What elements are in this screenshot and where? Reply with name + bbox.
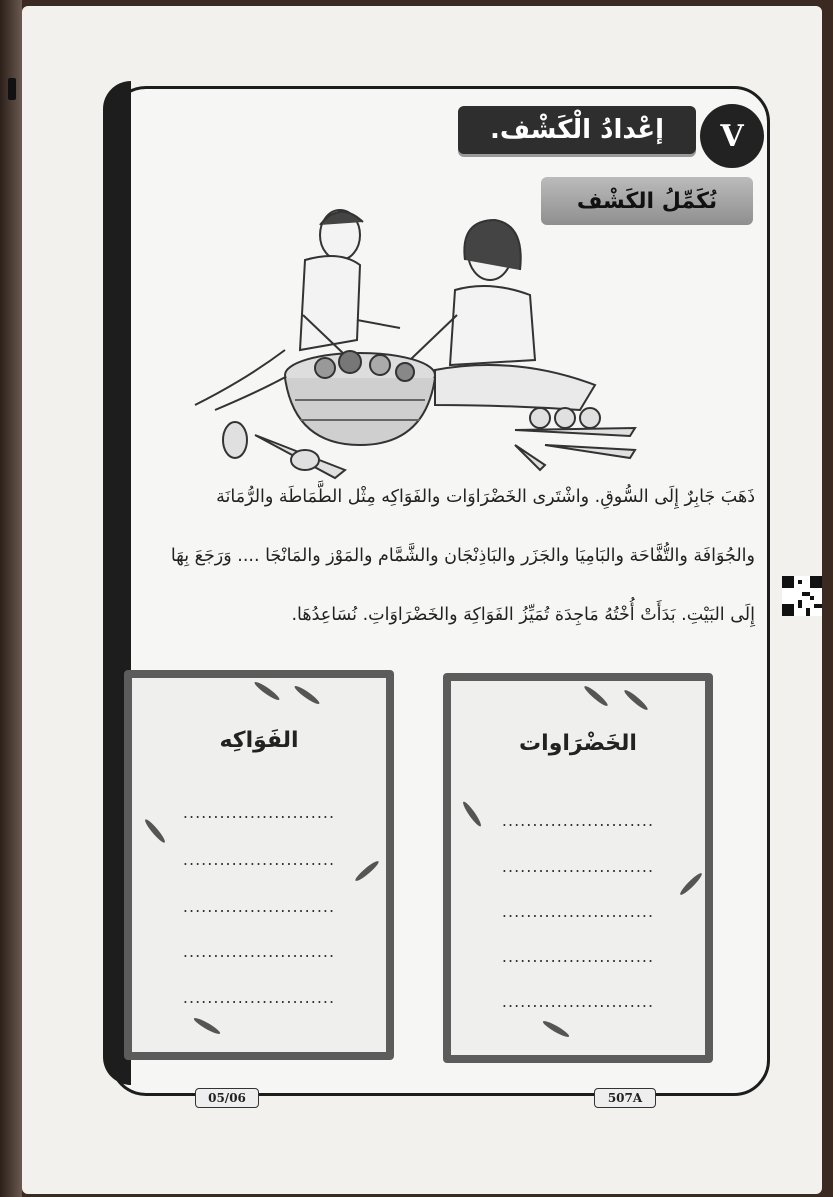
vegetables-panel [443, 673, 713, 1063]
bamboo-leaf-decoration [542, 1019, 571, 1039]
bamboo-leaf-decoration [193, 1016, 222, 1036]
footer-page-code: 05/06 [195, 1088, 259, 1108]
bamboo-leaf-decoration [293, 684, 321, 706]
background-edge [0, 0, 22, 1197]
story-line-3: إِلَى البَيْتِ. بَدَأَتْ أُخْتُهُ مَاجِدَة تُمَيِّزُ الفَوَاكِهَ والخَضْرَاوَاتِ. نُسَاعِدُهَا. [291, 605, 755, 625]
fruits-answer-line-5[interactable]: ......................... [182, 988, 336, 1007]
fruits-answer-line-1[interactable]: ......................... [182, 803, 336, 822]
fruits-title: الفَوَاكِه [219, 728, 299, 753]
footer-book-code: 507A [594, 1088, 656, 1108]
fruits-answer-line-3[interactable]: ......................... [182, 897, 336, 916]
vegetables-title: الخَضْرَاوات [519, 731, 637, 756]
qr-code [782, 576, 822, 616]
exercise-number: V [700, 104, 764, 168]
fruits-answer-line-2[interactable]: ......................... [182, 850, 336, 869]
story-line-2: والجُوَافَة والتُّفَّاحَة والبَامِيَا والجَزَر والبَاذِنْجَان والشَّمَّام والمَوْز والمَانْجَا .... وَرَجَعَ بِهَا [170, 546, 755, 566]
fruits-panel [124, 670, 394, 1060]
basket [285, 351, 435, 445]
vegetables-answer-line-5[interactable]: ......................... [501, 992, 655, 1011]
binder-hole [8, 78, 16, 100]
bamboo-leaf-decoration [583, 684, 610, 708]
section-subtitle: نُكَمِّلُ الكَشْف [541, 177, 753, 225]
bamboo-leaf-decoration [623, 688, 650, 712]
page-title: إعْدادُ الْكَشْف. [458, 106, 696, 154]
ground-vegetables [223, 408, 635, 478]
vegetables-answer-line-4[interactable]: ......................... [501, 947, 655, 966]
fruits-answer-line-4[interactable]: ......................... [182, 942, 336, 961]
vegetables-answer-line-1[interactable]: ......................... [501, 811, 655, 830]
bamboo-leaf-decoration [253, 680, 281, 702]
story-line-1: ذَهَبَ جَابِرٌ إِلَى السُّوقِ. واشْتَرى الخَضْرَاوَات والفَوَاكِه مِثْل الطَّمَاطَة والرُّمَانَة [216, 487, 755, 507]
girl-figure [410, 220, 595, 410]
market-illustration [185, 200, 645, 485]
vegetables-answer-line-3[interactable]: ......................... [501, 902, 655, 921]
vegetables-answer-line-2[interactable]: ......................... [501, 857, 655, 876]
